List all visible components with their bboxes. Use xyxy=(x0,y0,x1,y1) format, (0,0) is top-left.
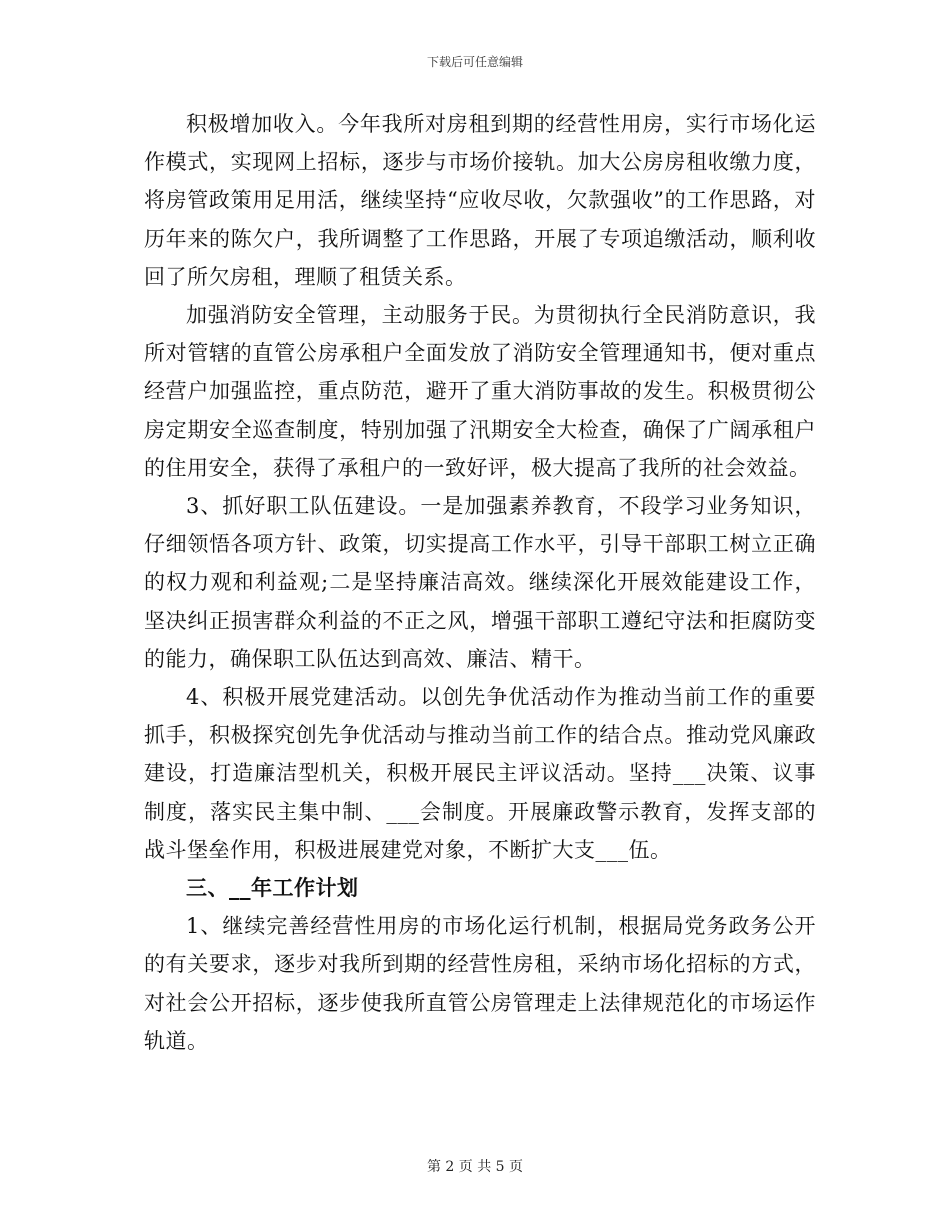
paragraph-market-mechanism: 1、继续完善经营性用房的市场化运行机制，根据局党务政务公开的有关要求，逐步对我所到期的经营性房租，采纳市场化招标的方式，对社会公开招标，逐步使我所直管公房管理走上法律规范化的市场运作轨道。 xyxy=(144,914,816,1053)
paragraph-party-building: 4、积极开展党建活动。以创先争优活动作为推动当前工作的重要抓手，积极探究创先争优活动与推动当前工作的结合点。推动党风廉政建设，打造廉洁型机关，积极开展民主评议活动。坚持___决策、议事制度，落实民主集中制、___会制度。开展廉政警示教育，发挥支部的战斗堡垒作用，积极进展建党对象，不断扩大支___伍。 xyxy=(144,685,816,862)
document-body xyxy=(144,105,816,1060)
paragraph-fire-safety: 加强消防安全管理，主动服务于民。为贯彻执行全民消防意识，我所对管辖的直管公房承租户全面发放了消防安全管理通知书，便对重点经营户加强监控，重点防范，避开了重大消防事故的发生。积极贯彻公房定期安全巡查制度，特别加强了汛期安全大检查，确保了广阔承租户的住用安全，获得了承租户的一致好评，极大提高了我所的社会效益。 xyxy=(144,303,816,480)
page-header: 下载后可任意编辑 xyxy=(426,55,523,69)
page-number-footer: 第 2 页 共 5 页 xyxy=(426,1159,524,1175)
paragraph-staff-building: 3、抓好职工队伍建设。一是加强素养教育，不段学习业务知识，仔细领悟各项方针、政策，切实提高工作水平，引导干部职工树立正确的权力观和利益观;二是坚持廉洁高效。继续深化开展效能建设工作，坚决纠正损害群众利益的不正之风，增强干部职工遵纪守法和拒腐防变的能力，确保职工队伍达到高效、廉洁、精干。 xyxy=(144,494,816,671)
section-heading-work-plan: 三、__年工作计划 xyxy=(186,875,359,901)
paragraph-increase-income: 积极增加收入。今年我所对房租到期的经营性用房，实行市场化运作模式，实现网上招标，逐步与市场价接轨。加大公房房租收缴力度，将房管政策用足用活，继续坚持“应收尽收，欠款强收”的工作思路，对历年来的陈欠户，我所调整了工作思路，开展了专项追缴活动，顺利收回了所欠房租，理顺了租赁关系。 xyxy=(144,112,816,289)
